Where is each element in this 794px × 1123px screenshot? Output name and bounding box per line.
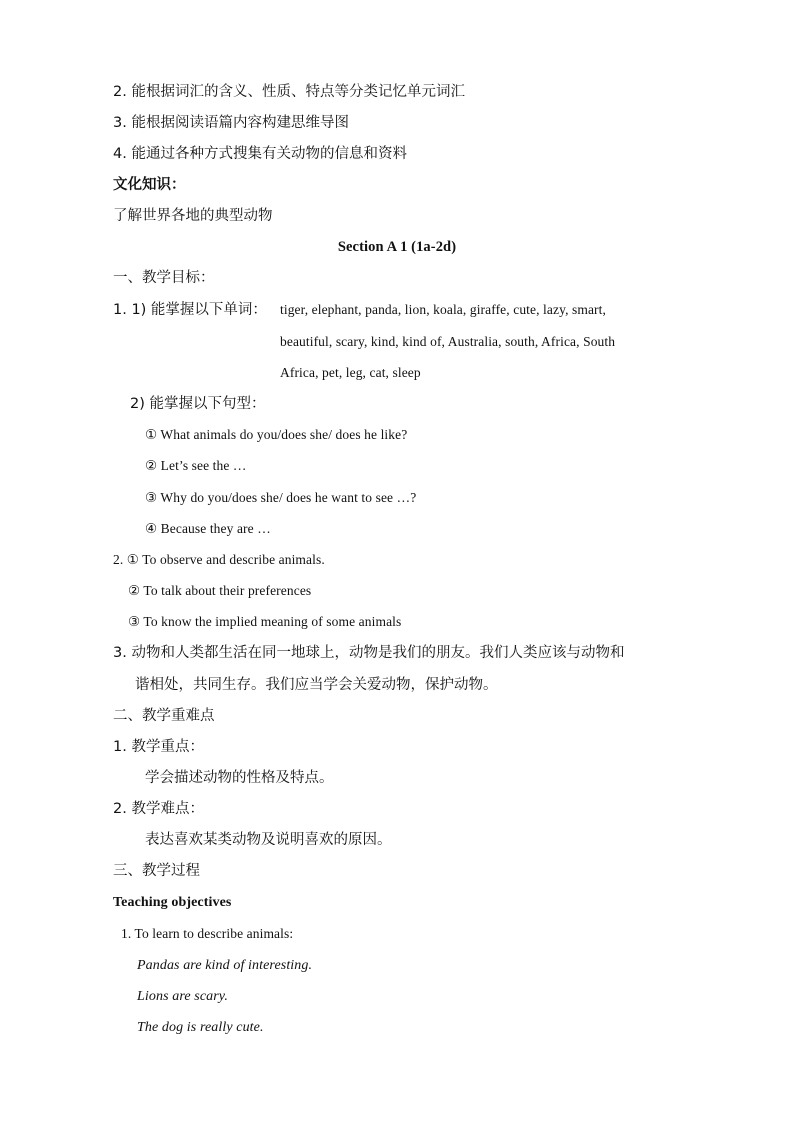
vocab-label: 1. 1) 能掌握以下单词： (113, 302, 267, 318)
example-3: The dog is really cute. (137, 1020, 264, 1035)
difficulty-text: 表达喜欢某类动物及说明喜欢的原因。 (145, 832, 392, 848)
sentence-4: ④ Because they are … (145, 521, 271, 536)
culture-text: 了解世界各地的典型动物 (113, 208, 273, 224)
sentence-label: 2) 能掌握以下句型： (130, 396, 266, 412)
sentence-3: ③ Why do you/does she/ does he want to see …? (145, 490, 417, 505)
vocab-line-3: Africa, pet, leg, cat, sleep (280, 365, 421, 380)
sentence-1: ① What animals do you/does she/ does he like? (145, 427, 408, 442)
item3-line-1: 3. 动物和人类都生活在同一地球上，动物是我们的朋友。我们人类应该与动物和 (113, 645, 625, 661)
example-2: Lions are scary. (137, 989, 228, 1004)
culture-heading: 文化知识： (113, 177, 186, 193)
goal-3: 3. 能根据阅读语篇内容构建思维导图 (113, 115, 349, 131)
key-point-label: 1. 教学重点： (113, 739, 204, 755)
part1-heading: 一、教学目标： (113, 270, 215, 286)
key-point-text: 学会描述动物的性格及特点。 (145, 770, 334, 786)
difficulty-label: 2. 教学难点： (113, 801, 204, 817)
objective-item-2: ② To talk about their preferences (128, 583, 312, 598)
sentence-2: ② Let’s see the … (145, 458, 247, 473)
objective-item-3: ③ To know the implied meaning of some animals (128, 614, 402, 629)
example-1: Pandas are kind of interesting. (137, 958, 313, 973)
part2-heading: 二、教学重难点 (113, 708, 215, 724)
vocab-line-2: beautiful, scary, kind, kind of, Australia, south, Africa, South (280, 334, 616, 349)
section-title: Section A 1 (1a-2d) (337, 239, 457, 255)
goal-4: 4. 能通过各种方式搜集有关动物的信息和资料 (113, 146, 407, 162)
objective-item-1: 2. ① To observe and describe animals. (113, 552, 325, 567)
objective-describe: 1. To learn to describe animals: (121, 926, 294, 941)
objectives-title: Teaching objectives (113, 895, 232, 910)
part3-heading: 三、教学过程 (113, 863, 200, 879)
item3-line-2: 谐相处，共同生存。我们应当学会关爱动物，保护动物。 (135, 677, 498, 693)
goal-2: 2. 能根据词汇的含义、性质、特点等分类记忆单元词汇 (113, 84, 465, 100)
vocab-line-1: tiger, elephant, panda, lion, koala, giraffe, cute, lazy, smart, (280, 302, 606, 317)
